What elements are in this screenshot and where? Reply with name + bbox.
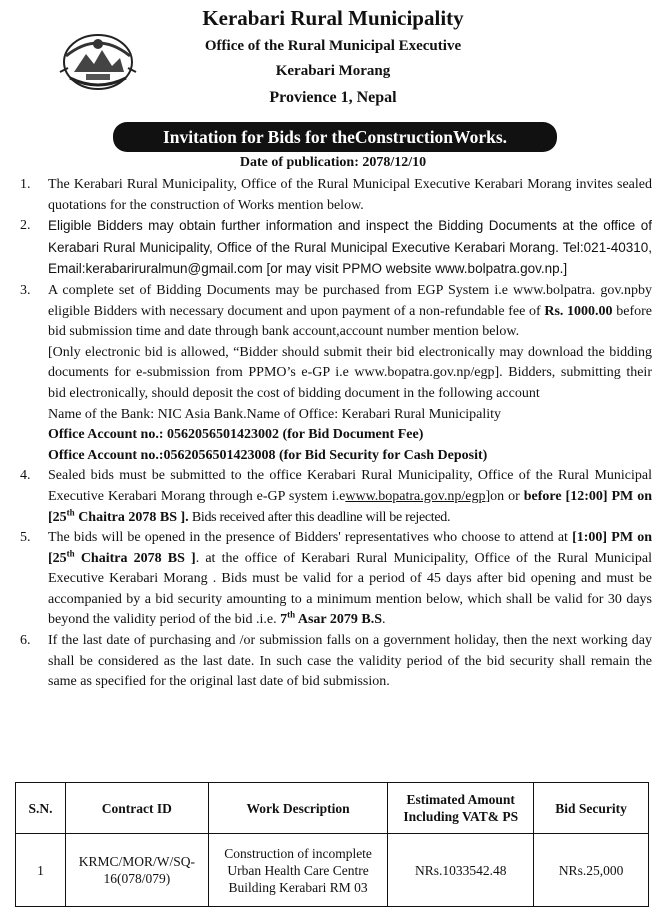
submission-deadline: before [12:00] PM on [25th Chaitra 2078 BS ]. <box>48 488 653 525</box>
opening-time: [1:00] PM on [25th Chaitra 2078 BS ] <box>48 530 652 566</box>
account-number-security: Office Account no.:0562056501423008 (for Bid Security for Cash Deposit) <box>48 447 488 463</box>
electronic-bid-note: [Only electronic bid is allowed, “Bidder should submit their bid electronically may download the bidding documents for e-submission from PPMO’s e-GP i.e www.bopatra.gov.np/egp]. Bidders, submitting their bid electronically, should deposit the cost of bidding document in the following account <box>48 344 652 401</box>
item-number: 4. <box>20 468 31 484</box>
letterhead <box>0 0 666 115</box>
account-number-fee: Office Account no.: 0562056501423002 (for Bid Document Fee) <box>48 427 424 443</box>
item-text: Bids received after this deadline will be rejected. <box>188 509 451 525</box>
item-text: The bids will be opened in the presence of Bidders' representatives who choose to attend at <box>48 530 573 546</box>
item-number: 6. <box>20 633 31 649</box>
header-contract-id: Contract ID <box>65 783 208 834</box>
office-location: Kerabari Morang <box>275 63 391 79</box>
province-name: Provience 1, Nepal <box>269 89 397 106</box>
header-work-description: Work Description <box>208 783 388 834</box>
item-text: Sealed bids must be submitted to the office Kerabari Rural Municipality, Office of the Rural Municipal Executive Kerabari Morang through e-GP system i.e <box>48 468 652 504</box>
header-estimated-amount: Estimated Amount Including VAT& PS <box>388 783 534 834</box>
item-text: Eligible Bidders may obtain further information and inspect the Bidding Documents at the office of Kerabari Rural Municipality, Office of the Rural Municipal Executive Kerabari Morang. Tel:021-40310, Email:kerabariruralmun@gmail.com [or may visit PPMO website www.bolpatra.gov.np.] <box>48 218 652 277</box>
item-text: A complete set of Bidding Documents may be purchased from EGP System i.e www.bolpatra. gov.npby eligible Bidders with necessary document and upon payment of a non-refundable fee of <box>48 282 652 319</box>
header-sn: S.N. <box>16 783 66 834</box>
notice-item-6 <box>8 631 652 693</box>
item-number: 3. <box>20 282 31 298</box>
cell-bid-security: NRs.25,000 <box>534 834 649 907</box>
item-text: before bid submission time and date through bank account,account number mention below. <box>48 303 652 340</box>
header-bid-security: Bid Security <box>534 783 649 834</box>
bid-table <box>15 782 649 907</box>
notice-title-banner: Invitation for Bids for theConstructionWorks. <box>113 122 557 152</box>
item-text: If the last date of purchasing and /or submission falls on a government holiday, then the next working day shall be considered as the last date. In such case the validity period of the bid security shall remain the same as specified for the original last date of bid submission. <box>48 633 652 690</box>
bank-details: Name of the Bank: NIC Asia Bank.Name of Office: Kerabari Rural Municipality <box>48 406 502 422</box>
notice-item-1 <box>8 175 652 216</box>
validity-date: 7th Asar 2079 B.S <box>280 609 383 628</box>
notice-item-2 <box>8 216 652 281</box>
item-text: . at the office of Kerabari Rural Municipality, Office of the Rural Municipal Executive Kerabari Morang . Bids must be valid for a period of 45 days after bid opening and must be accompanied by a bid security amounting to a minimum mention below, which shall be valid for 30 days beyond the validity period of the bid .i.e. <box>48 550 652 628</box>
cell-estimated-amount: NRs.1033542.48 <box>388 834 534 907</box>
item-number: 2. <box>20 218 31 234</box>
municipality-name: Kerabari Rural Municipality <box>202 6 464 30</box>
cell-work-description: Construction of incomplete Urban Health Care Centre Building Kerabari RM 03 <box>208 834 388 907</box>
cell-contract-id: KRMC/MOR/W/SQ- 16(078/079) <box>65 834 208 907</box>
notice-item-3 <box>8 281 652 466</box>
item-text: ]on or <box>485 488 524 504</box>
egp-link[interactable]: www.bopatra.gov.np/egp <box>345 488 486 504</box>
document-fee: Rs. 1000.00 <box>544 303 613 319</box>
table-row <box>16 834 649 907</box>
notice-item-4 <box>8 466 652 528</box>
table-header-row <box>16 783 649 834</box>
notice-items <box>8 175 652 693</box>
office-name: Office of the Rural Municipal Executive <box>204 38 462 54</box>
notice-item-5: 5. The bids will be opened in the presence of Bidders' representatives who choose to attend at [1:00] PM on [25th Chaitra 2078 BS ]. at the office of Kerabari Rural Municipality, Office of the Rural Municipal Executive Kerabari Morang . Bids must be valid for a period of 45 days after bid opening and must be accompanied by a bid security amounting to a minimum mention below, which shall be valid for 30 days beyond the validity period of the bid .i.e. 7th Asar 2079 B.S. <box>20 530 652 628</box>
publication-date: Date of publication: 2078/12/10 <box>239 155 427 170</box>
item-number: 1. <box>20 177 31 192</box>
item-text: The Kerabari Rural Municipality, Office of the Rural Municipal Executive Kerabari Morang invites sealed quotations for the construction of Works mention below. <box>48 177 652 213</box>
cell-sn: 1 <box>16 834 66 907</box>
item-number: 5. <box>20 530 31 546</box>
